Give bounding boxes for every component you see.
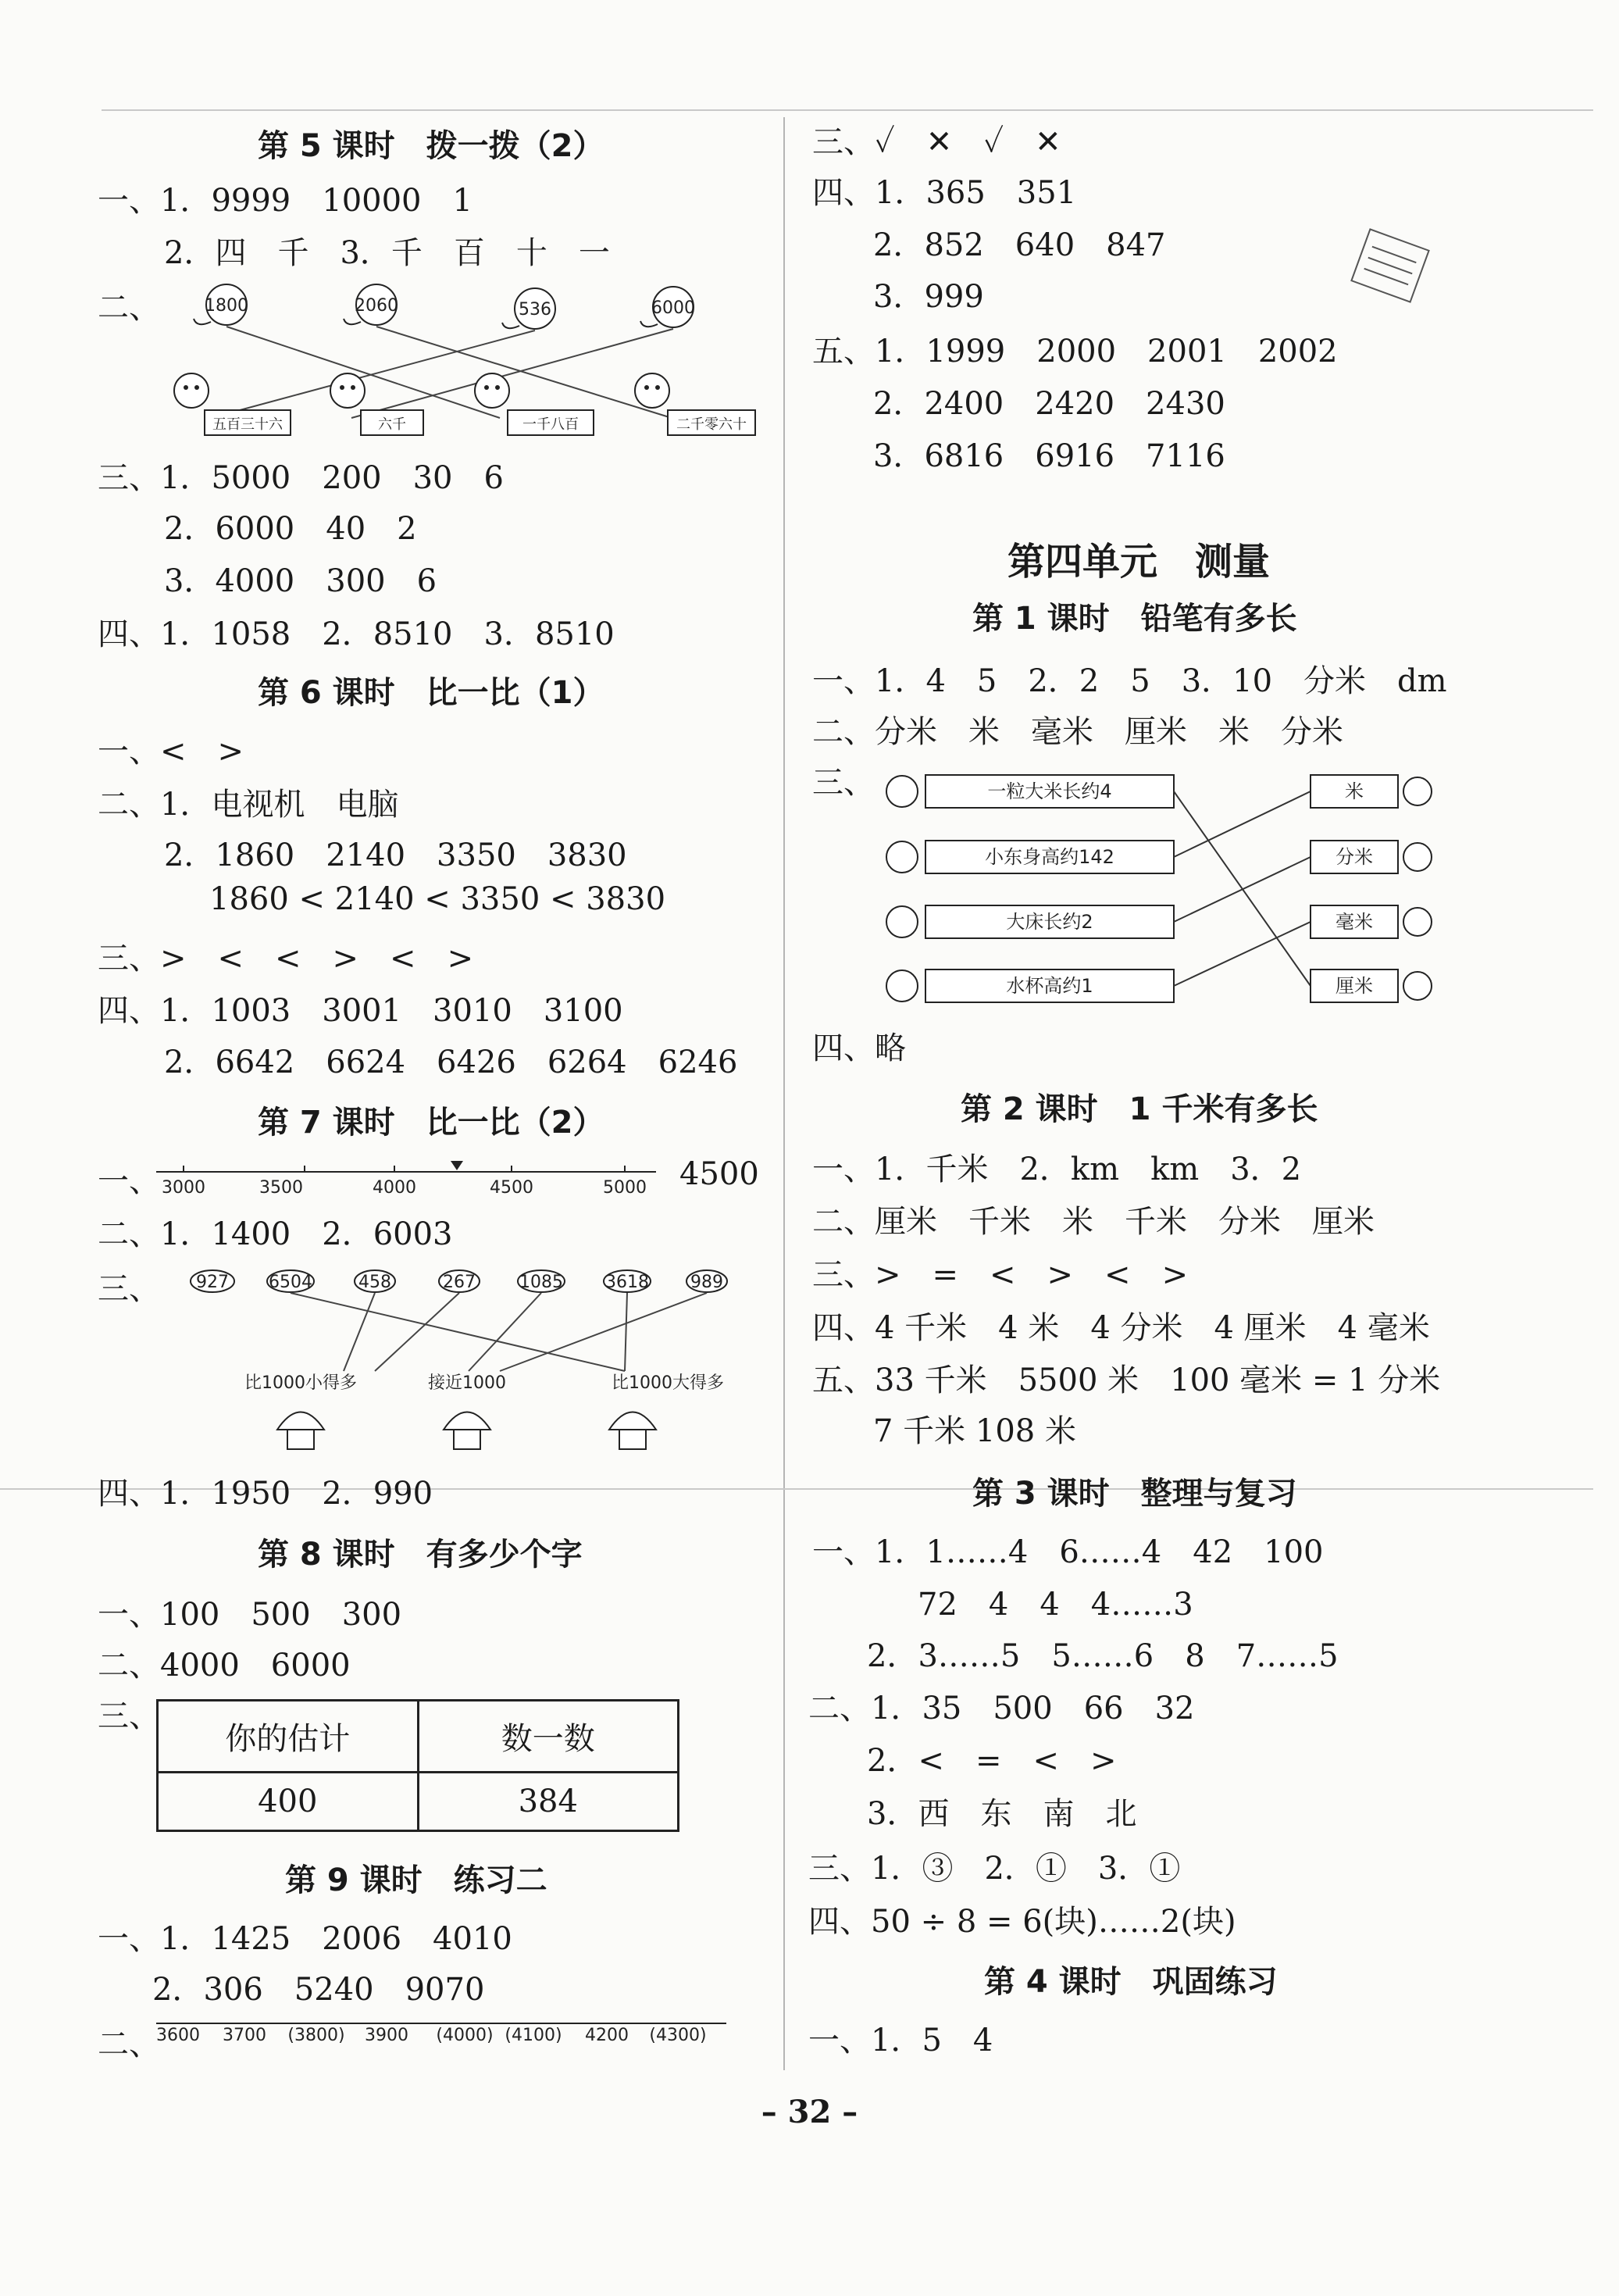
r1-matching-diagram xyxy=(789,758,1619,1008)
table-cell: 384 xyxy=(418,1772,679,1830)
l5-q1a: 一、1．9999 10000 1 xyxy=(98,183,473,219)
ant-matching-lines xyxy=(291,1293,707,1371)
svg-text:989: 989 xyxy=(690,1273,723,1292)
monkey-label: 五百三十六 xyxy=(212,416,283,433)
peach-label: 2060 xyxy=(355,296,398,316)
l8-q3: 三、 xyxy=(98,1698,160,1734)
r2-q2: 二、厘米 千米 米 千米 分米 厘米 xyxy=(812,1204,1375,1240)
lesson-7-title: 第 7 课时 比一比（2） xyxy=(258,1105,604,1141)
l5-q3c: 3．4000 300 6 xyxy=(164,563,437,599)
r2-title: 第 2 课时 1 千米有多长 xyxy=(961,1091,1318,1127)
house-label: 比1000小得多 xyxy=(244,1373,357,1393)
tick-label: 3600 xyxy=(156,2026,200,2045)
l9-q1a: 一、1．1425 2006 4010 xyxy=(98,1921,512,1957)
ant-458 xyxy=(355,1270,395,1292)
rabbit-icon xyxy=(1403,777,1432,1000)
l6-q2c: 1860 < 2140 < 3350 < 3830 xyxy=(209,881,666,917)
unit-label: 米 xyxy=(1345,780,1364,802)
top-rule xyxy=(102,109,1593,111)
table-header: 数一数 xyxy=(418,1701,679,1773)
ant-1085 xyxy=(518,1270,565,1292)
monkey-label: 二千零六十 xyxy=(676,416,747,433)
peach-6000 xyxy=(640,287,695,327)
r2-q5a: 五、33 千米 5500 米 100 毫米 = 1 分米 xyxy=(812,1362,1441,1398)
r3-title: 第 3 课时 整理与复习 xyxy=(972,1476,1297,1512)
item-label: 水杯高约1 xyxy=(1006,975,1093,997)
tick-label: (4300) xyxy=(649,2026,707,2045)
estimate-table xyxy=(156,1699,679,1832)
svg-text:267: 267 xyxy=(443,1273,476,1292)
tick-label: 3900 xyxy=(365,2026,408,2045)
r1-q4: 四、略 xyxy=(812,1030,906,1066)
r-top-q3: 三、✓ ✕ ✓ ✕ xyxy=(812,124,1061,160)
l5-q1b: 2．四 千 3．千 百 十 一 xyxy=(164,235,610,271)
r-top-q4c: 3．999 xyxy=(873,279,984,315)
monkey-label: 一千八百 xyxy=(522,416,579,433)
svg-text:6504: 6504 xyxy=(269,1273,312,1292)
r3-q2a: 二、1．35 500 66 32 xyxy=(808,1691,1195,1726)
l9-number-line xyxy=(0,2008,781,2062)
r2-q5b: 7 千米 108 米 xyxy=(873,1413,1076,1449)
l9-q1b: 2．306 5240 9070 xyxy=(152,1972,485,2008)
mushroom-house-icon xyxy=(277,1412,656,1450)
matching-lines xyxy=(211,327,673,418)
stamp-seal-icon xyxy=(1343,219,1437,312)
ant-927 xyxy=(191,1270,234,1292)
lesson-6-title: 第 6 课时 比一比（1） xyxy=(258,675,604,711)
peach-1800 xyxy=(194,284,248,325)
r1-q3: 三、 xyxy=(812,765,875,801)
unit-boxes xyxy=(1311,775,1398,1002)
item-label: 小东身高约142 xyxy=(985,846,1114,868)
l6-q4a: 四、1．1003 3001 3010 3100 xyxy=(98,993,623,1029)
l5-q3a: 三、1．5000 200 30 6 xyxy=(98,460,504,496)
svg-text:1085: 1085 xyxy=(519,1273,563,1292)
house-label: 接近1000 xyxy=(428,1373,506,1393)
tick-label: 3000 xyxy=(162,1178,205,1198)
ant-989 xyxy=(686,1270,727,1292)
l9-q2: 二、 xyxy=(98,2026,160,2062)
unit-title: 第四单元 测量 xyxy=(1007,540,1271,584)
l8-q1: 一、100 500 300 xyxy=(98,1597,402,1633)
r3-q1a: 一、1．1……4 6……4 42 100 xyxy=(812,1534,1324,1570)
svg-text:458: 458 xyxy=(358,1273,391,1292)
item-label: 大床长约2 xyxy=(1006,911,1093,933)
unit-label: 分米 xyxy=(1335,846,1373,868)
r3-q2c: 3．西 东 南 北 xyxy=(867,1796,1137,1832)
r3-q4: 四、50 ÷ 8 = 6(块)……2(块) xyxy=(808,1904,1236,1940)
r3-q1c: 2．3……5 5……6 8 7……5 xyxy=(867,1638,1339,1674)
l7-answer: 4500 xyxy=(679,1156,759,1192)
svg-text:3618: 3618 xyxy=(605,1273,649,1292)
l8-q2: 二、4000 6000 xyxy=(98,1648,351,1684)
r1-q1: 一、1．4 5 2．2 5 3．10 分米 dm xyxy=(812,663,1447,699)
l6-q4b: 2．6642 6624 6426 6264 6246 xyxy=(164,1044,738,1080)
tick-label: (3800) xyxy=(287,2026,345,2045)
l5-q2: 二、 xyxy=(98,290,160,326)
l5-q3b: 2．6000 40 2 xyxy=(164,511,417,547)
l7-q2: 二、1．1400 2．6003 xyxy=(98,1216,453,1252)
l6-q2b: 2．1860 2140 3350 3830 xyxy=(164,837,627,873)
r3-q2b: 2．< = < > xyxy=(867,1743,1117,1779)
peach-536 xyxy=(502,288,555,329)
l7-ant-diagram xyxy=(0,1262,781,1457)
tick-label: (4000) xyxy=(436,2026,494,2045)
r2-q1: 一、1．千米 2．km km 3．2 xyxy=(812,1152,1302,1187)
tick-label: 4200 xyxy=(585,2026,629,2045)
page-number: – 32 – xyxy=(761,2094,858,2130)
r-top-q5b: 2．2400 2420 2430 xyxy=(873,386,1225,422)
r4-q1: 一、1．5 4 xyxy=(808,2023,993,2059)
girl-icon xyxy=(886,776,918,1002)
monkey-label: 六千 xyxy=(378,416,406,433)
tick-label: 3500 xyxy=(259,1178,303,1198)
tick-label: 4000 xyxy=(373,1178,416,1198)
r1-q2: 二、分米 米 毫米 厘米 米 分米 xyxy=(812,714,1343,750)
l6-q3: 三、> < < > < > xyxy=(98,941,474,977)
r3-q3: 三、1．③ 2．① 3．① xyxy=(808,1851,1181,1887)
unit-label: 厘米 xyxy=(1335,975,1373,997)
peach-label: 6000 xyxy=(651,298,695,318)
table-cell: 400 xyxy=(158,1772,419,1830)
r-top-q4b: 2．852 640 847 xyxy=(873,227,1166,263)
monkey-536 xyxy=(174,373,291,435)
tick-label: (4100) xyxy=(505,2026,562,2045)
l7-number-line xyxy=(0,1148,781,1203)
r-top-q5c: 3．6816 6916 7116 xyxy=(873,438,1225,474)
r3-q1b: 72 4 4 4……3 xyxy=(918,1587,1193,1623)
l5-matching-diagram xyxy=(0,281,781,445)
l5-q4: 四、1．1058 2．8510 3．8510 xyxy=(98,616,615,652)
peach-2060 xyxy=(344,284,398,325)
item-boxes xyxy=(925,775,1174,1002)
l7-q4: 四、1．1950 2．990 xyxy=(98,1476,433,1512)
r4-title: 第 4 课时 巩固练习 xyxy=(984,1964,1278,2000)
ant-3618 xyxy=(604,1270,651,1292)
r2-q4: 四、4 千米 4 米 4 分米 4 厘米 4 毫米 xyxy=(812,1310,1430,1346)
svg-text:927: 927 xyxy=(196,1273,229,1292)
peach-label: 536 xyxy=(519,300,551,320)
r1-title: 第 1 课时 铅笔有多长 xyxy=(972,601,1297,637)
tick-label: 3700 xyxy=(223,2026,266,2045)
r-top-q5a: 五、1．1999 2000 2001 2002 xyxy=(812,334,1338,370)
r-top-q4a: 四、1．365 351 xyxy=(812,175,1077,211)
lesson-5-title: 第 5 课时 拨一拨（2） xyxy=(258,128,604,164)
r2-q3: 三、> = < > < > xyxy=(812,1257,1189,1293)
l7-q1: 一、 xyxy=(98,1163,160,1199)
house-label: 比1000大得多 xyxy=(612,1373,724,1393)
l7-q3: 三、 xyxy=(98,1271,160,1307)
monkey-6000 xyxy=(330,373,423,435)
arrow-marker-icon xyxy=(451,1161,463,1170)
monkey-2060 xyxy=(635,373,755,435)
ant-267 xyxy=(439,1270,480,1292)
item-label: 一粒大米长约4 xyxy=(987,780,1112,802)
l6-q2a: 二、1．电视机 电脑 xyxy=(98,787,399,823)
column-divider xyxy=(783,117,785,2070)
unit-label: 毫米 xyxy=(1335,911,1373,933)
tick-label: 5000 xyxy=(603,1178,647,1198)
tick-label: 4500 xyxy=(490,1178,533,1198)
matching-lines xyxy=(1174,791,1311,986)
monkey-1800 xyxy=(475,373,594,435)
lesson-9-title: 第 9 课时 练习二 xyxy=(285,1862,547,1898)
peach-label: 1800 xyxy=(205,296,248,316)
ant-6504 xyxy=(267,1270,314,1292)
lesson-8-title: 第 8 课时 有多少个字 xyxy=(258,1537,583,1573)
table-header: 你的估计 xyxy=(158,1701,419,1773)
l6-q1: 一、< > xyxy=(98,734,244,769)
